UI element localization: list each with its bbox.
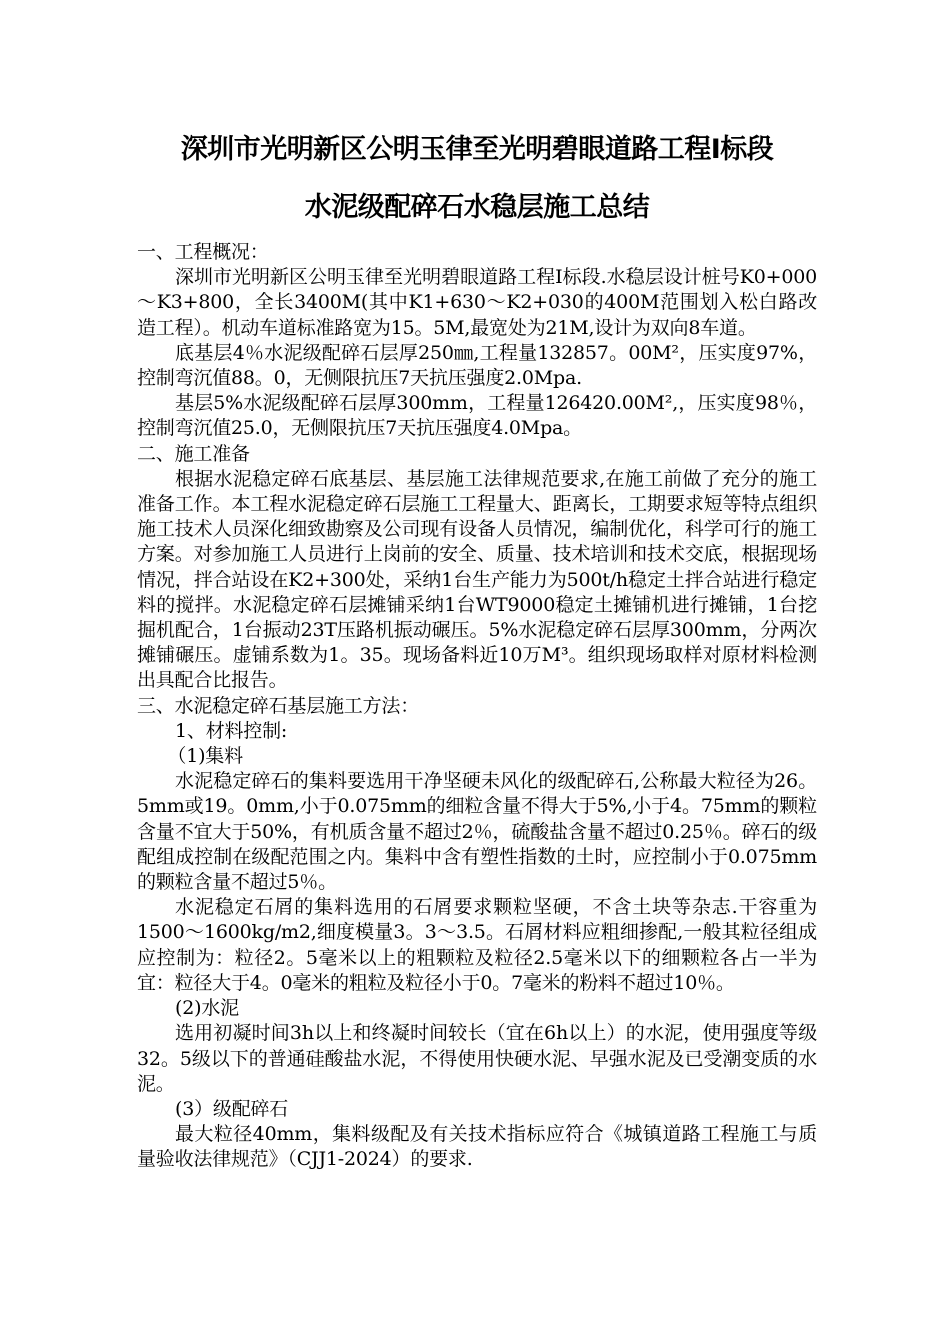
paragraph-graded-gravel: 最大粒径40mm，集料级配及有关技术指标应符合《城镇道路工程施工与质量验收法律规范》（CJJ1-2024）的要求. — [137, 1123, 817, 1171]
subheading-graded-gravel: (3）级配碎石 — [175, 1097, 289, 1120]
document-title-line-1: 深圳市光明新区公明玉律至光明碧眼道路工程Ⅰ标段 — [180, 134, 774, 165]
paragraph-subbase-spec: 底基层4％水泥级配碎石层厚250㎜,工程量132857。00M²，压实度97%，控制弯沉值88。0，无侧限抗压7天抗压强度2.0Mpa. — [137, 341, 817, 390]
section-heading-method: 三、水泥稳定碎石基层施工方法： — [137, 694, 420, 717]
paragraph-cement: 选用初凝时间3h以上和终凝时间较长（宜在6h以上）的水泥，使用强度等级32。5级以下的普通硅酸盐水泥，不得使用快硬水泥、早强水泥及已受潮变质的水泥。 — [137, 1022, 817, 1095]
paragraph-project-intro: 深圳市光明新区公明玉律至光明碧眼道路工程Ⅰ标段.水稳层设计桩号K0+000～K3+800，全长3400M(其中K1+630～K2+030的400M范围划入松白路改造工程）。机动车道标准路宽为15。5M,最宽处为21M,设计为双向8车道。 — [137, 266, 817, 339]
section-heading-overview: 一、工程概况： — [137, 241, 269, 263]
paragraph-aggregate-chips: 水泥稳定石屑的集料选用的石屑要求颗粒坚硬，不含土块等杂志.干容重为1500～1600kg/m2,细度模量3。3～3.5。石屑材料应粗细掺配,一般其粒径组成应控制为：粒径2。5毫米以上的粗颗粒及粒径2.5毫米以下的细颗粒各占一半为宜：粒径大于4。0毫米的粗粒及粒径小于0。7毫米的粉料不超过10％。 — [137, 896, 817, 994]
subheading-aggregate: （1)集料 — [167, 745, 243, 768]
section-heading-preparation: 二、施工准备 — [137, 442, 250, 465]
document-title-line-2: 水泥级配碎石水稳层施工总结 — [304, 192, 650, 223]
paragraph-preparation: 根据水泥稳定碎石底基层、基层施工法律规范要求,在施工前做了充分的施工准备工作。本工程水泥稳定碎石层施工工程量大、距离长，工期要求短等特点组织施工技术人员深化细致勘察及公司现有设备人员情况，编制优化，科学可行的施工方案。对参加施工人员进行上岗前的安全、质量、技术培训和技术交底，根据现场情况，拌合站设在K2+300处，采纳1台生产能力为500t/h稳定土拌合站进行稳定料的搅拌。水泥稳定碎石层摊铺采纳1台WT9000稳定土摊铺机进行摊铺，1台挖掘机配合，1台振动23T压路机振动碾压。5%水泥稳定碎石层厚300mm，分两次摊铺碾压。虚铺系数为1。35。现场备料近10万M³。组织现场取样对原材料检测出具配合比报告。 — [137, 467, 817, 692]
paragraph-aggregate-gravel: 水泥稳定碎石的集料要选用干净坚硬未风化的级配碎石,公称最大粒径为26。5mm或19。0mm,小于0.075mm的细粒含量不得大于5%,小于4。75mm的颗粒含量不宜大于50%，有机质含量不超过2％，硫酸盐含量不超过0.25％。碎石的级配组成控制在级配范围之内。集料中含有塑性指数的土时，应控制小于0.075mm的颗粒含量不超过5％。 — [137, 770, 817, 894]
document-page — [137, 124, 817, 1173]
subheading-material-control: 1、材料控制: — [175, 719, 288, 742]
subheading-cement: (2)水泥 — [175, 997, 239, 1020]
paragraph-base-spec: 基层5%水泥级配碎石层厚300mm，工程量126420.00M²,，压实度98％，控制弯沉值25.0，无侧限抗压7天抗压强度4.0Mpa。 — [137, 392, 817, 440]
document-body — [137, 240, 817, 1173]
